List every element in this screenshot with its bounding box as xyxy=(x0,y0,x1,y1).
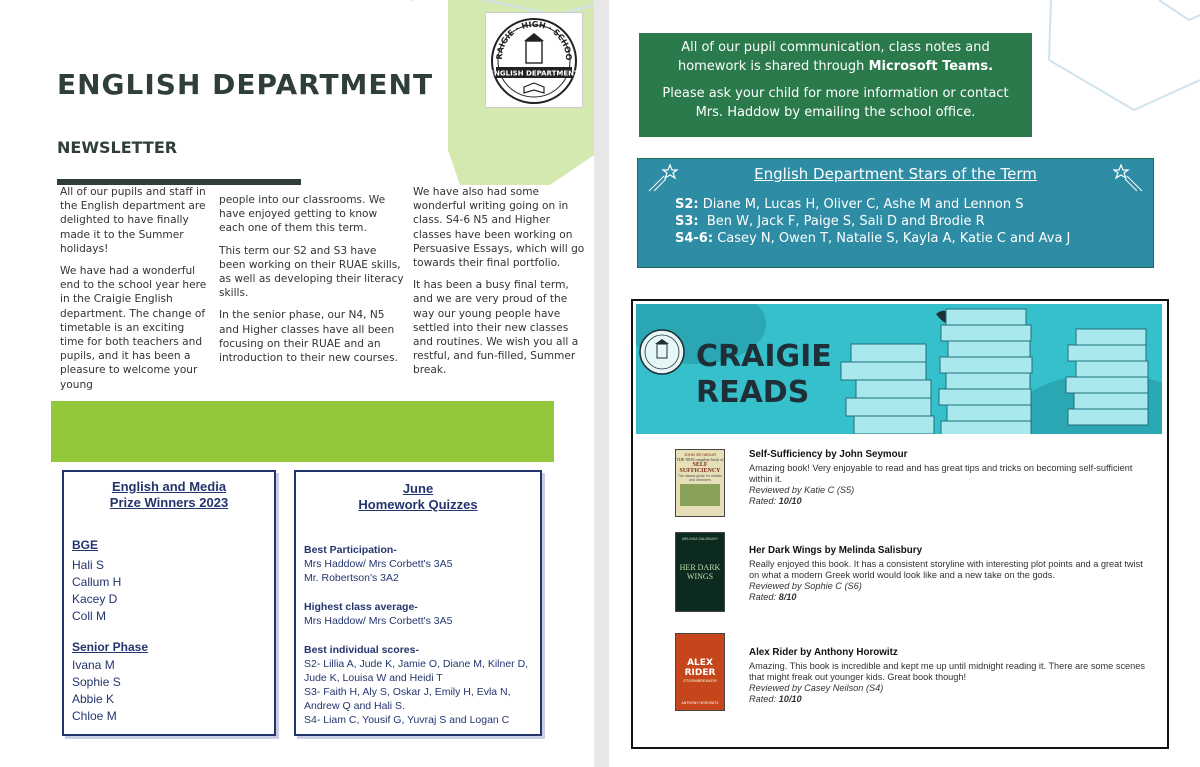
book-review xyxy=(653,449,1168,534)
book-title: Self-Sufficiency by John Seymour xyxy=(749,449,908,460)
book-cover: MELINDA SALISBURY HER DARK WINGS xyxy=(675,532,725,612)
book-details xyxy=(749,449,1149,507)
paragraph: In the senior phase, our N4, N5 and Higher classes have all been focusing on their RUAE and an introduction to their new courses. xyxy=(219,309,398,365)
newsletter-subtitle: NEWSLETTER xyxy=(57,138,178,157)
average-heading: Highest class average- xyxy=(304,601,418,613)
list-item: Mrs Haddow/ Mrs Corbett's 3A5 xyxy=(304,558,453,570)
quiz-heading: June Homework Quizzes xyxy=(358,481,478,512)
prize-winners-box xyxy=(62,470,276,736)
book-rating: Rated: 10/10 xyxy=(749,694,802,704)
list-item: S4- Liam C, Yousif G, Yuvraj S and Logan C xyxy=(304,714,510,726)
teams-text: All of our pupil communication, class notes and homework is shared through Microsoft Teams. xyxy=(677,40,994,74)
book-title: Her Dark Wings by Melinda Salisbury xyxy=(749,545,923,556)
book-reviewer: Reviewed by Casey Neilson (S4) xyxy=(749,683,884,693)
list-item: S2- Lillia A, Jude K, Jamie O, Diane M, Kilner D, Jude K, Louisa W and Heidi T xyxy=(304,658,529,684)
stars-row: S4-6: Casey N, Owen T, Natalie S, Kayla A, Katie C and Ava J xyxy=(675,231,1071,246)
stars-row: S2: Diane M, Lucas H, Oliver C, Ashe M and Lennon S xyxy=(675,197,1024,212)
senior-phase-heading: Senior Phase xyxy=(72,640,149,654)
stars-row: S3: Ben W, Jack F, Paige S, Sali D and Brodie R xyxy=(675,214,985,229)
paragraph: people into our classrooms. We have enjoyed getting to know each one of them this term. xyxy=(219,194,386,235)
paragraph: We have had a wonderful end to the school year here in the Craigie English department. The change of timetable is an exciting time for both teachers and pupils, and it has been a pleasure to welcome your young xyxy=(60,265,207,391)
list-item: Ivana M xyxy=(72,658,115,672)
list-item: Abbie K xyxy=(72,692,115,706)
book-review xyxy=(653,535,1168,620)
left-page xyxy=(0,0,594,767)
craigie-reads-banner xyxy=(636,304,1162,434)
list-item: Mr. Robertson's 3A2 xyxy=(304,572,399,584)
teams-bold: Microsoft Teams. xyxy=(868,59,994,74)
school-logo xyxy=(485,12,583,108)
page-title: ENGLISH DEPARTMENT xyxy=(57,68,434,101)
book-review xyxy=(653,633,1168,718)
book-rating: Rated: 8/10 xyxy=(749,592,797,602)
stars-of-term-box xyxy=(637,158,1154,268)
svg-text:CRAIGIE · HIGH · SCHOOL: RAIGIE · HIGH · SCHOO xyxy=(494,19,574,61)
book-review-text: Amazing. This book is incredible and kept me up until midnight reading it. There are some scenes that might freak out younger kids. Great book though! xyxy=(749,661,1145,682)
newsletter-column-2 xyxy=(219,193,404,373)
list-item: Mrs Haddow/ Mrs Corbett's 3A5 xyxy=(304,615,453,627)
book-title: Alex Rider by Anthony Horowitz xyxy=(749,647,898,658)
prize-heading: English and Media Prize Winners 2023 xyxy=(109,479,229,510)
homework-quizzes-box xyxy=(294,470,542,736)
book-details xyxy=(749,647,1149,705)
right-page xyxy=(609,0,1200,767)
book-details xyxy=(749,545,1149,603)
list-item: Chloe M xyxy=(72,709,117,723)
newsletter-column-3 xyxy=(413,185,585,386)
individual-heading: Best individual scores- xyxy=(304,644,419,656)
contact-text: Please ask your child for more information or contact Mrs. Haddow by emailing the school office. xyxy=(662,86,1009,120)
list-item: Callum H xyxy=(72,575,122,589)
book-cover: JOHN SEYMOUR THE NEW complete book of SELF SUFFICIENCY The classic guide for realists and dreamers xyxy=(675,449,725,517)
teams-notice xyxy=(639,33,1032,137)
svg-text:ENGLISH DEPARTMENT: ENGLISH DEPARTMENT xyxy=(489,69,579,78)
bge-heading: BGE xyxy=(72,538,99,552)
paragraph: All of our pupils and staff in the English department are delighted to have finally made it to the Summer holidays! xyxy=(60,186,206,255)
book-reviewer: Reviewed by Sophie C (S6) xyxy=(749,581,862,591)
paragraph: We have also had some wonderful writing going on in class. S4-6 N5 and Higher classes have been working on Persuasive Essays, which will go towards their final portfolio. xyxy=(413,186,585,270)
craigie-reads-title: CRAIGIE READS xyxy=(696,339,832,410)
list-item: S3- Faith H, Aly S, Oskar J, Emily H, Evla N, Andrew Q and Hali S. xyxy=(304,686,511,712)
book-review-text: Really enjoyed this book. It has a consistent storyline with interesting plot points and a great twist on what a modern Greek world would look like and a new take on the gods. xyxy=(749,559,1143,580)
list-item: Hali S xyxy=(72,558,105,572)
craigie-reads-box xyxy=(631,299,1169,749)
book-review-text: Amazing book! Very enjoyable to read and has great tips and tricks on becoming self-sufficient within it. xyxy=(749,463,1133,484)
book-reviewer: Reviewed by Katie C (S5) xyxy=(749,485,855,495)
participation-heading: Best Participation- xyxy=(304,544,397,556)
list-item: Coll M xyxy=(72,609,107,623)
hexagon-outline-decoration xyxy=(1039,0,1200,130)
newsletter-column-1 xyxy=(60,185,208,400)
list-item: Sophie S xyxy=(72,675,121,689)
paragraph: This term our S2 and S3 have been working on their RUAE skills, as well as developing their literacy skills. xyxy=(219,244,404,300)
paragraph: It has been a busy final term, and we are very proud of the way our young people have settled into their new classes and routines. We wish you all a restful, and fun-filled, Summer break. xyxy=(413,279,579,377)
green-band xyxy=(51,401,554,462)
stars-title: English Department Stars of the Term xyxy=(754,165,1037,183)
book-cover: ALEX RIDER STORMBREAKER ANTHONY HOROWITZ xyxy=(675,633,725,711)
list-item: Kacey D xyxy=(72,592,118,606)
book-rating: Rated: 10/10 xyxy=(749,496,802,506)
